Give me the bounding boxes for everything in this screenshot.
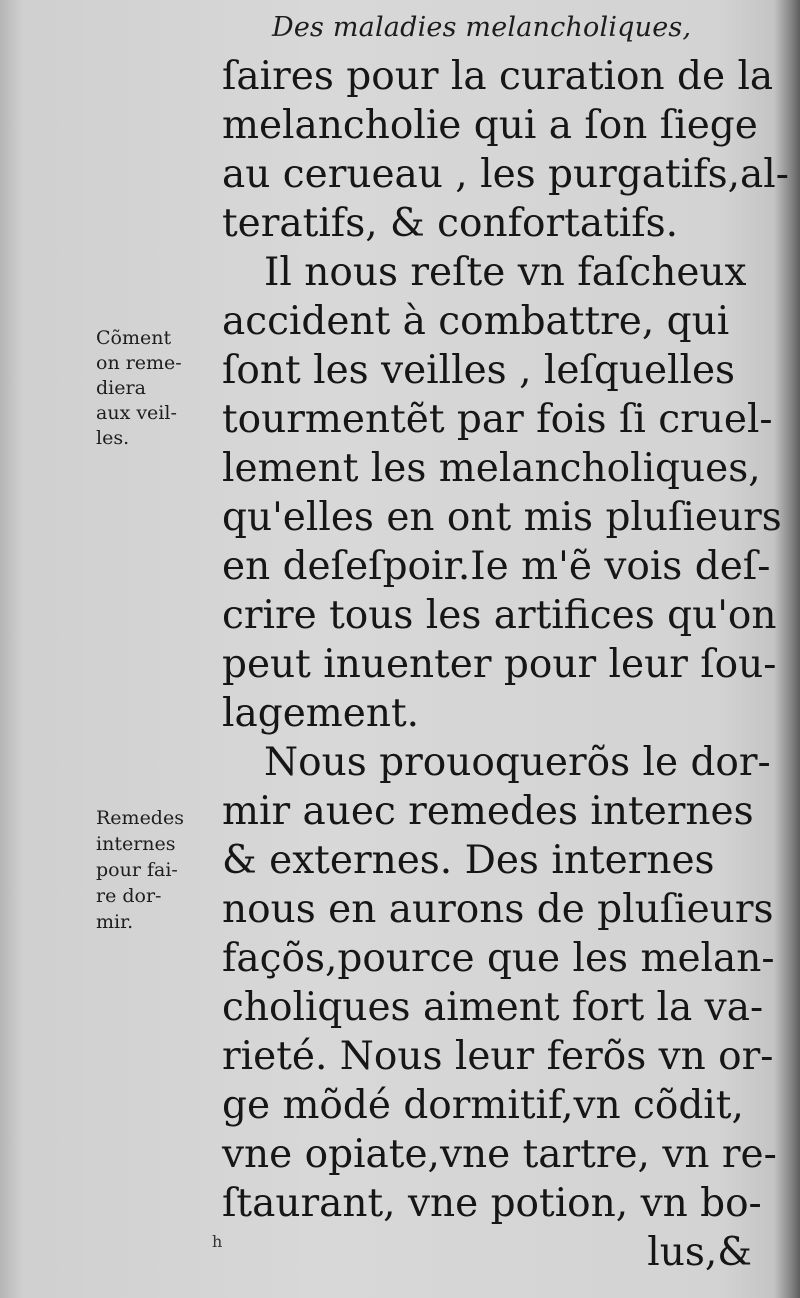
margin-note-line: les.: [96, 427, 130, 449]
text-line: rieté. Nous leur ferõs vn or-: [222, 1034, 774, 1079]
margin-note-line: internes: [96, 833, 176, 855]
running-head: Des maladies melancholiques,: [272, 12, 692, 43]
text-line: ſont les veilles , leſquelles: [222, 348, 736, 393]
page-left-edge: [0, 0, 22, 1298]
text-line: mir auec remedes internes: [222, 789, 754, 834]
text-line: façõs,pource que les melan-: [222, 936, 775, 981]
text-line: teratifs, & confortatifs.: [222, 201, 679, 246]
text-line: tourmentẽt par fois ſi cruel-: [222, 397, 773, 442]
text-line: melancholie qui a ſon ſiege: [222, 103, 758, 148]
text-line: ſaires pour la curation de la: [222, 54, 774, 99]
margin-note-line: Cõment: [96, 327, 172, 349]
text-line: nous en aurons de pluſieurs: [222, 887, 774, 932]
text-line: en deſeſpoir.Ie m'ẽ vois deſ-: [222, 544, 771, 589]
margin-note-line: aux veil-: [96, 402, 177, 424]
text-line: lus,&: [647, 1230, 752, 1275]
margin-note-line: pour fai-: [96, 859, 178, 881]
text-line: ge mõdé dormitif,vn cõdit,: [222, 1083, 744, 1128]
margin-note-line: re dor-: [96, 885, 162, 907]
text-line: vne opiate,vne tartre, vn re-: [222, 1132, 777, 1177]
text-line: choliques aiment fort la va-: [222, 985, 764, 1030]
stray-mark: h: [212, 1232, 223, 1251]
text-line: Il nous reſte vn faſcheux: [264, 250, 747, 295]
margin-note-line: mir.: [96, 911, 134, 933]
text-line: qu'elles en ont mis pluſieurs: [222, 495, 782, 540]
text-line: lement les melancholiques,: [222, 446, 761, 491]
text-line: au cerueau , les purgatifs,al-: [222, 152, 789, 197]
text-line: peut inuenter pour leur ſou-: [222, 642, 777, 687]
margin-note-line: on reme-: [96, 352, 182, 374]
margin-note-line: diera: [96, 377, 146, 399]
text-line: accident à combattre, qui: [222, 299, 730, 344]
text-line: Nous prouoquerõs le dor-: [264, 740, 771, 785]
margin-note-line: Remedes: [96, 807, 184, 829]
text-line: & externes. Des internes: [222, 838, 715, 883]
text-line: crire tous les artifices qu'on: [222, 593, 777, 638]
text-line: lagement.: [222, 691, 420, 736]
text-line: ſtaurant, vne potion, vn bo-: [222, 1181, 762, 1226]
